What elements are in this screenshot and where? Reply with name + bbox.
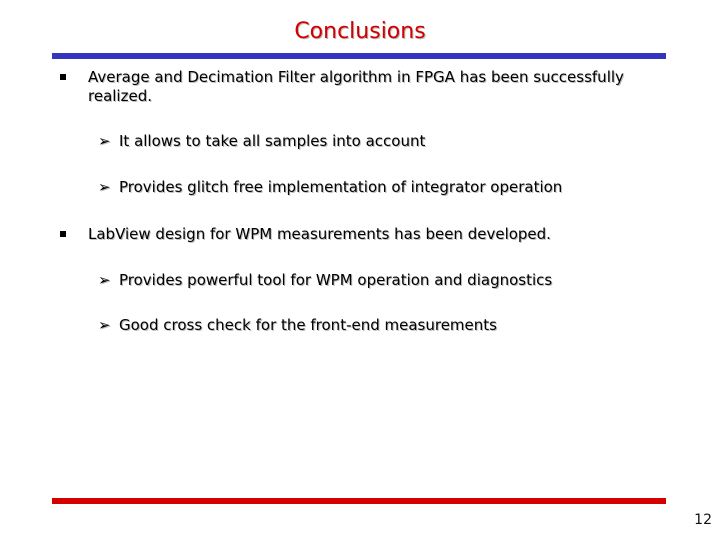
bullet-item-labview — [60, 225, 640, 247]
subitem-text: Provides powerful tool for WPM operation and diagnostics — [119, 271, 553, 289]
arrow-bullet-icon: ➢ — [98, 271, 111, 289]
subitem-text: Good cross check for the front-end measurements — [119, 316, 497, 334]
arrow-bullet-icon: ➢ — [98, 316, 111, 334]
arrow-bullet-icon: ➢ — [98, 132, 111, 150]
bullet-item-fpga — [60, 68, 640, 108]
subitem-text: Provides glitch free implementation of integrator operation — [119, 178, 563, 196]
top-divider — [52, 53, 666, 59]
page-number: 12 — [694, 512, 712, 528]
slide-title: Conclusions — [294, 19, 426, 44]
square-bullet-icon — [60, 74, 66, 80]
square-bullet-icon — [60, 231, 66, 237]
arrow-bullet-icon: ➢ — [98, 178, 111, 196]
bullet-text: Average and Decimation Filter algorithm in FPGA has been successfully realized. — [88, 68, 624, 105]
bottom-divider — [52, 498, 666, 504]
subitem-text: It allows to take all samples into account — [119, 132, 426, 150]
bullet-text: LabView design for WPM measurements has been developed. — [88, 225, 551, 243]
